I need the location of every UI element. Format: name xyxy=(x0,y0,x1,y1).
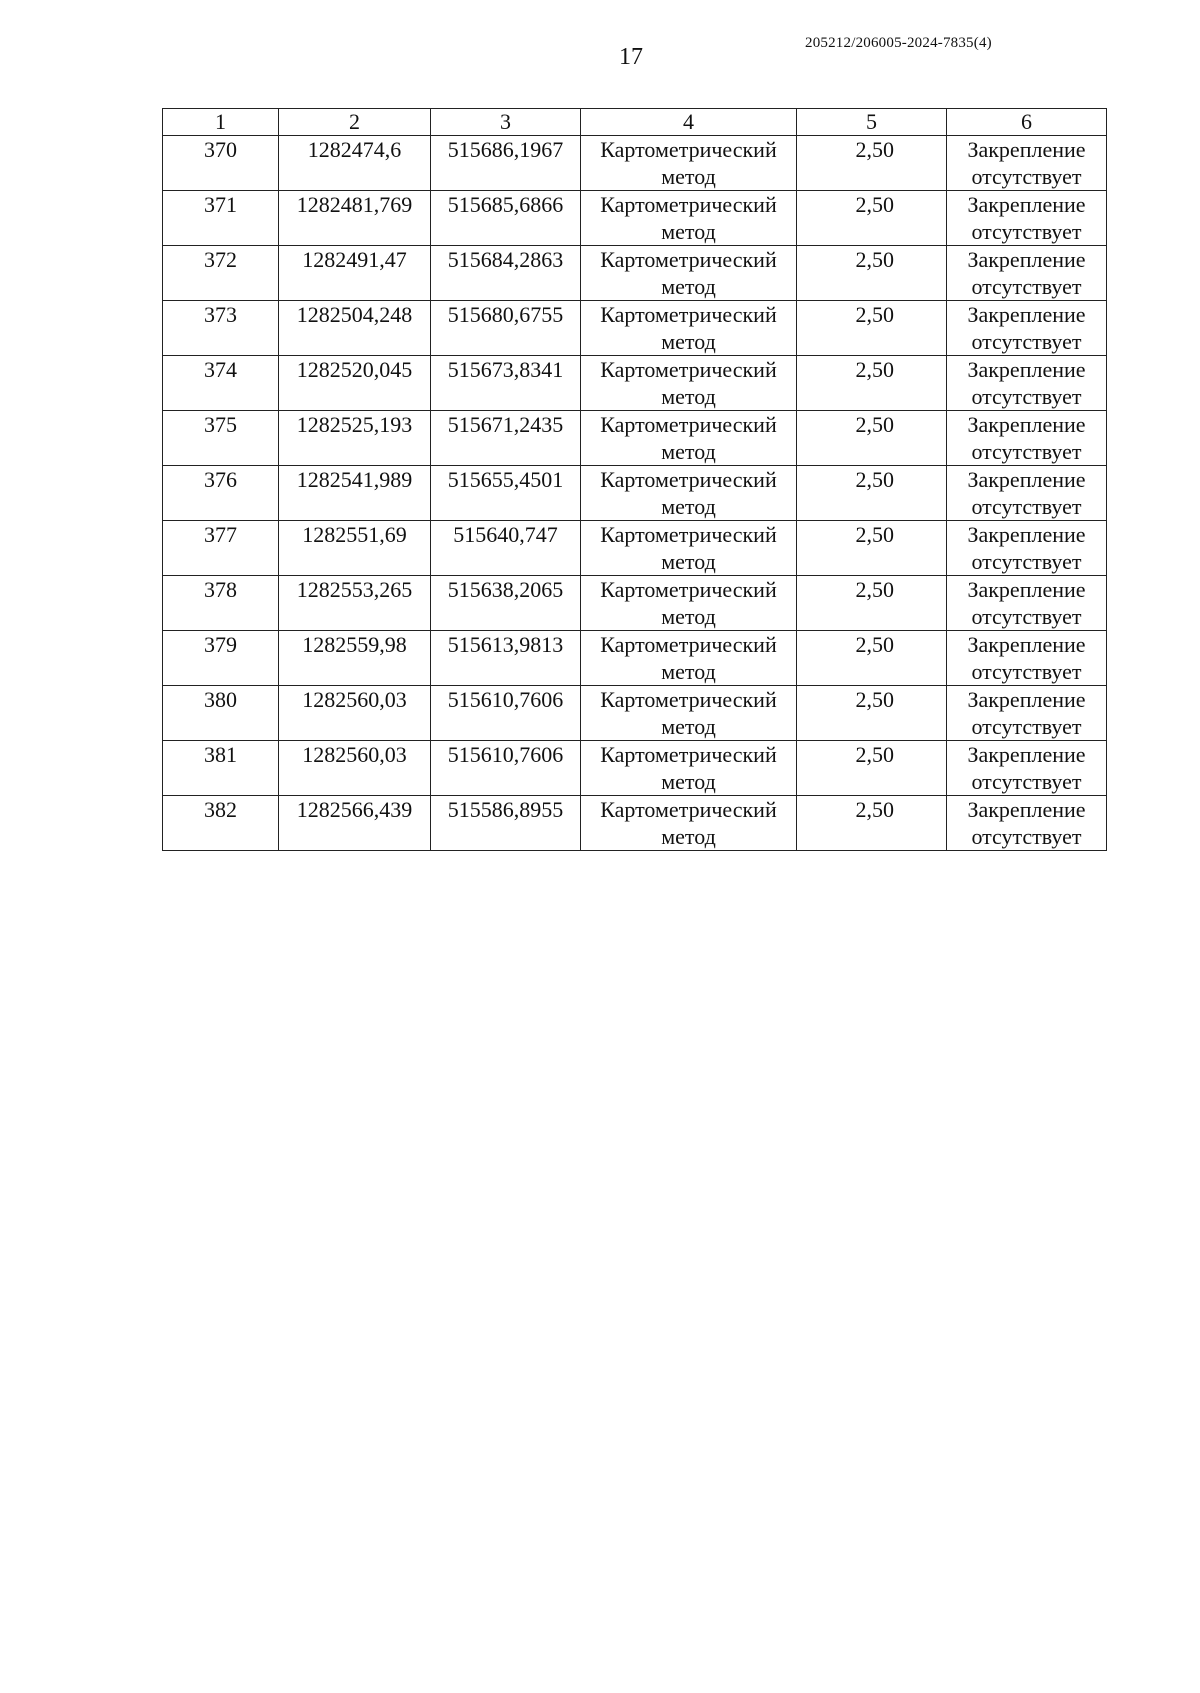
method-cell xyxy=(581,686,797,741)
method-line-2: метод xyxy=(661,604,716,629)
fixation-cell xyxy=(947,246,1107,301)
method-line-1: Картометрический xyxy=(600,192,777,217)
table-row xyxy=(163,741,1107,796)
point-number-cell: 374 xyxy=(163,356,279,411)
table-row xyxy=(163,411,1107,466)
column-header-1: 1 xyxy=(163,109,279,136)
method-line-2: метод xyxy=(661,769,716,794)
method-cell xyxy=(581,796,797,851)
table-row xyxy=(163,301,1107,356)
fixation-line-2: отсутствует xyxy=(971,219,1082,244)
y-coordinate-cell: 515673,8341 xyxy=(431,356,581,411)
method-line-1: Картометрический xyxy=(600,522,777,547)
method-line-2: метод xyxy=(661,549,716,574)
column-header-6: 6 xyxy=(947,109,1107,136)
method-line-1: Картометрический xyxy=(600,577,777,602)
point-number-cell: 372 xyxy=(163,246,279,301)
y-coordinate-cell: 515655,4501 xyxy=(431,466,581,521)
accuracy-cell: 2,50 xyxy=(797,191,947,246)
fixation-line-2: отсутствует xyxy=(971,164,1082,189)
accuracy-cell: 2,50 xyxy=(797,796,947,851)
fixation-line-1: Закрепление xyxy=(967,742,1086,767)
table-header xyxy=(163,109,1107,136)
point-number-cell: 370 xyxy=(163,136,279,191)
method-line-2: метод xyxy=(661,329,716,354)
method-line-1: Картометрический xyxy=(600,357,777,382)
accuracy-cell: 2,50 xyxy=(797,686,947,741)
fixation-line-2: отсутствует xyxy=(971,714,1082,739)
fixation-line-1: Закрепление xyxy=(967,632,1086,657)
x-coordinate-cell: 1282566,439 xyxy=(279,796,431,851)
x-coordinate-cell: 1282504,248 xyxy=(279,301,431,356)
page-number: 17 xyxy=(619,44,643,70)
fixation-cell xyxy=(947,631,1107,686)
point-number-cell: 377 xyxy=(163,521,279,576)
x-coordinate-cell: 1282560,03 xyxy=(279,686,431,741)
fixation-line-2: отсутствует xyxy=(971,549,1082,574)
method-cell xyxy=(581,301,797,356)
method-line-1: Картометрический xyxy=(600,742,777,767)
fixation-cell xyxy=(947,356,1107,411)
accuracy-cell: 2,50 xyxy=(797,466,947,521)
fixation-cell xyxy=(947,466,1107,521)
fixation-line-1: Закрепление xyxy=(967,412,1086,437)
accuracy-cell: 2,50 xyxy=(797,356,947,411)
method-line-1: Картометрический xyxy=(600,632,777,657)
table-row xyxy=(163,631,1107,686)
accuracy-cell: 2,50 xyxy=(797,136,947,191)
fixation-line-2: отсутствует xyxy=(971,274,1082,299)
y-coordinate-cell: 515680,6755 xyxy=(431,301,581,356)
column-header-5: 5 xyxy=(797,109,947,136)
column-header-2: 2 xyxy=(279,109,431,136)
method-cell xyxy=(581,356,797,411)
x-coordinate-cell: 1282559,98 xyxy=(279,631,431,686)
fixation-line-2: отсутствует xyxy=(971,604,1082,629)
method-line-1: Картометрический xyxy=(600,687,777,712)
x-coordinate-cell: 1282474,6 xyxy=(279,136,431,191)
method-line-2: метод xyxy=(661,714,716,739)
method-cell xyxy=(581,741,797,796)
fixation-line-1: Закрепление xyxy=(967,357,1086,382)
x-coordinate-cell: 1282520,045 xyxy=(279,356,431,411)
method-cell xyxy=(581,521,797,576)
coordinates-table xyxy=(162,108,1107,851)
method-line-2: метод xyxy=(661,219,716,244)
point-number-cell: 376 xyxy=(163,466,279,521)
method-line-1: Картометрический xyxy=(600,302,777,327)
x-coordinate-cell: 1282560,03 xyxy=(279,741,431,796)
method-line-1: Картометрический xyxy=(600,247,777,272)
fixation-line-2: отсутствует xyxy=(971,329,1082,354)
table-row xyxy=(163,356,1107,411)
fixation-cell xyxy=(947,136,1107,191)
fixation-line-2: отсутствует xyxy=(971,439,1082,464)
accuracy-cell: 2,50 xyxy=(797,576,947,631)
fixation-line-1: Закрепление xyxy=(967,247,1086,272)
method-line-1: Картометрический xyxy=(600,797,777,822)
fixation-line-1: Закрепление xyxy=(967,797,1086,822)
fixation-cell xyxy=(947,301,1107,356)
y-coordinate-cell: 515610,7606 xyxy=(431,741,581,796)
fixation-line-1: Закрепление xyxy=(967,687,1086,712)
fixation-line-1: Закрепление xyxy=(967,302,1086,327)
method-cell xyxy=(581,576,797,631)
fixation-line-2: отсутствует xyxy=(971,659,1082,684)
y-coordinate-cell: 515686,1967 xyxy=(431,136,581,191)
method-line-2: метод xyxy=(661,384,716,409)
accuracy-cell: 2,50 xyxy=(797,521,947,576)
table-row xyxy=(163,576,1107,631)
method-cell xyxy=(581,246,797,301)
fixation-line-1: Закрепление xyxy=(967,137,1086,162)
fixation-line-2: отсутствует xyxy=(971,769,1082,794)
fixation-cell xyxy=(947,191,1107,246)
fixation-line-1: Закрепление xyxy=(967,577,1086,602)
column-header-3: 3 xyxy=(431,109,581,136)
header-row xyxy=(163,109,1107,136)
table-row xyxy=(163,246,1107,301)
x-coordinate-cell: 1282553,265 xyxy=(279,576,431,631)
method-cell xyxy=(581,411,797,466)
y-coordinate-cell: 515586,8955 xyxy=(431,796,581,851)
accuracy-cell: 2,50 xyxy=(797,301,947,356)
table-row xyxy=(163,521,1107,576)
table-row xyxy=(163,686,1107,741)
fixation-cell xyxy=(947,741,1107,796)
accuracy-cell: 2,50 xyxy=(797,631,947,686)
method-line-1: Картометрический xyxy=(600,137,777,162)
table-row xyxy=(163,136,1107,191)
method-cell xyxy=(581,136,797,191)
point-number-cell: 371 xyxy=(163,191,279,246)
point-number-cell: 382 xyxy=(163,796,279,851)
point-number-cell: 380 xyxy=(163,686,279,741)
fixation-line-2: отсутствует xyxy=(971,384,1082,409)
x-coordinate-cell: 1282551,69 xyxy=(279,521,431,576)
accuracy-cell: 2,50 xyxy=(797,741,947,796)
y-coordinate-cell: 515613,9813 xyxy=(431,631,581,686)
method-line-2: метод xyxy=(661,274,716,299)
fixation-line-1: Закрепление xyxy=(967,522,1086,547)
x-coordinate-cell: 1282491,47 xyxy=(279,246,431,301)
method-line-2: метод xyxy=(661,824,716,849)
x-coordinate-cell: 1282541,989 xyxy=(279,466,431,521)
table-row xyxy=(163,466,1107,521)
fixation-cell xyxy=(947,796,1107,851)
y-coordinate-cell: 515640,747 xyxy=(431,521,581,576)
fixation-cell xyxy=(947,686,1107,741)
fixation-cell xyxy=(947,521,1107,576)
document-id: 205212/206005-2024-7835(4) xyxy=(805,35,992,51)
fixation-line-1: Закрепление xyxy=(967,467,1086,492)
point-number-cell: 378 xyxy=(163,576,279,631)
y-coordinate-cell: 515685,6866 xyxy=(431,191,581,246)
method-line-1: Картометрический xyxy=(600,467,777,492)
fixation-cell xyxy=(947,411,1107,466)
point-number-cell: 381 xyxy=(163,741,279,796)
x-coordinate-cell: 1282525,193 xyxy=(279,411,431,466)
point-number-cell: 379 xyxy=(163,631,279,686)
column-header-4: 4 xyxy=(581,109,797,136)
table-row xyxy=(163,796,1107,851)
table-row xyxy=(163,191,1107,246)
method-line-2: метод xyxy=(661,164,716,189)
y-coordinate-cell: 515638,2065 xyxy=(431,576,581,631)
accuracy-cell: 2,50 xyxy=(797,246,947,301)
accuracy-cell: 2,50 xyxy=(797,411,947,466)
method-line-2: метод xyxy=(661,659,716,684)
y-coordinate-cell: 515671,2435 xyxy=(431,411,581,466)
method-cell xyxy=(581,191,797,246)
y-coordinate-cell: 515684,2863 xyxy=(431,246,581,301)
y-coordinate-cell: 515610,7606 xyxy=(431,686,581,741)
x-coordinate-cell: 1282481,769 xyxy=(279,191,431,246)
point-number-cell: 373 xyxy=(163,301,279,356)
table-body xyxy=(163,136,1107,851)
method-cell xyxy=(581,631,797,686)
fixation-line-1: Закрепление xyxy=(967,192,1086,217)
fixation-cell xyxy=(947,576,1107,631)
method-line-2: метод xyxy=(661,494,716,519)
method-cell xyxy=(581,466,797,521)
method-line-2: метод xyxy=(661,439,716,464)
point-number-cell: 375 xyxy=(163,411,279,466)
fixation-line-2: отсутствует xyxy=(971,494,1082,519)
fixation-line-2: отсутствует xyxy=(971,824,1082,849)
method-line-1: Картометрический xyxy=(600,412,777,437)
